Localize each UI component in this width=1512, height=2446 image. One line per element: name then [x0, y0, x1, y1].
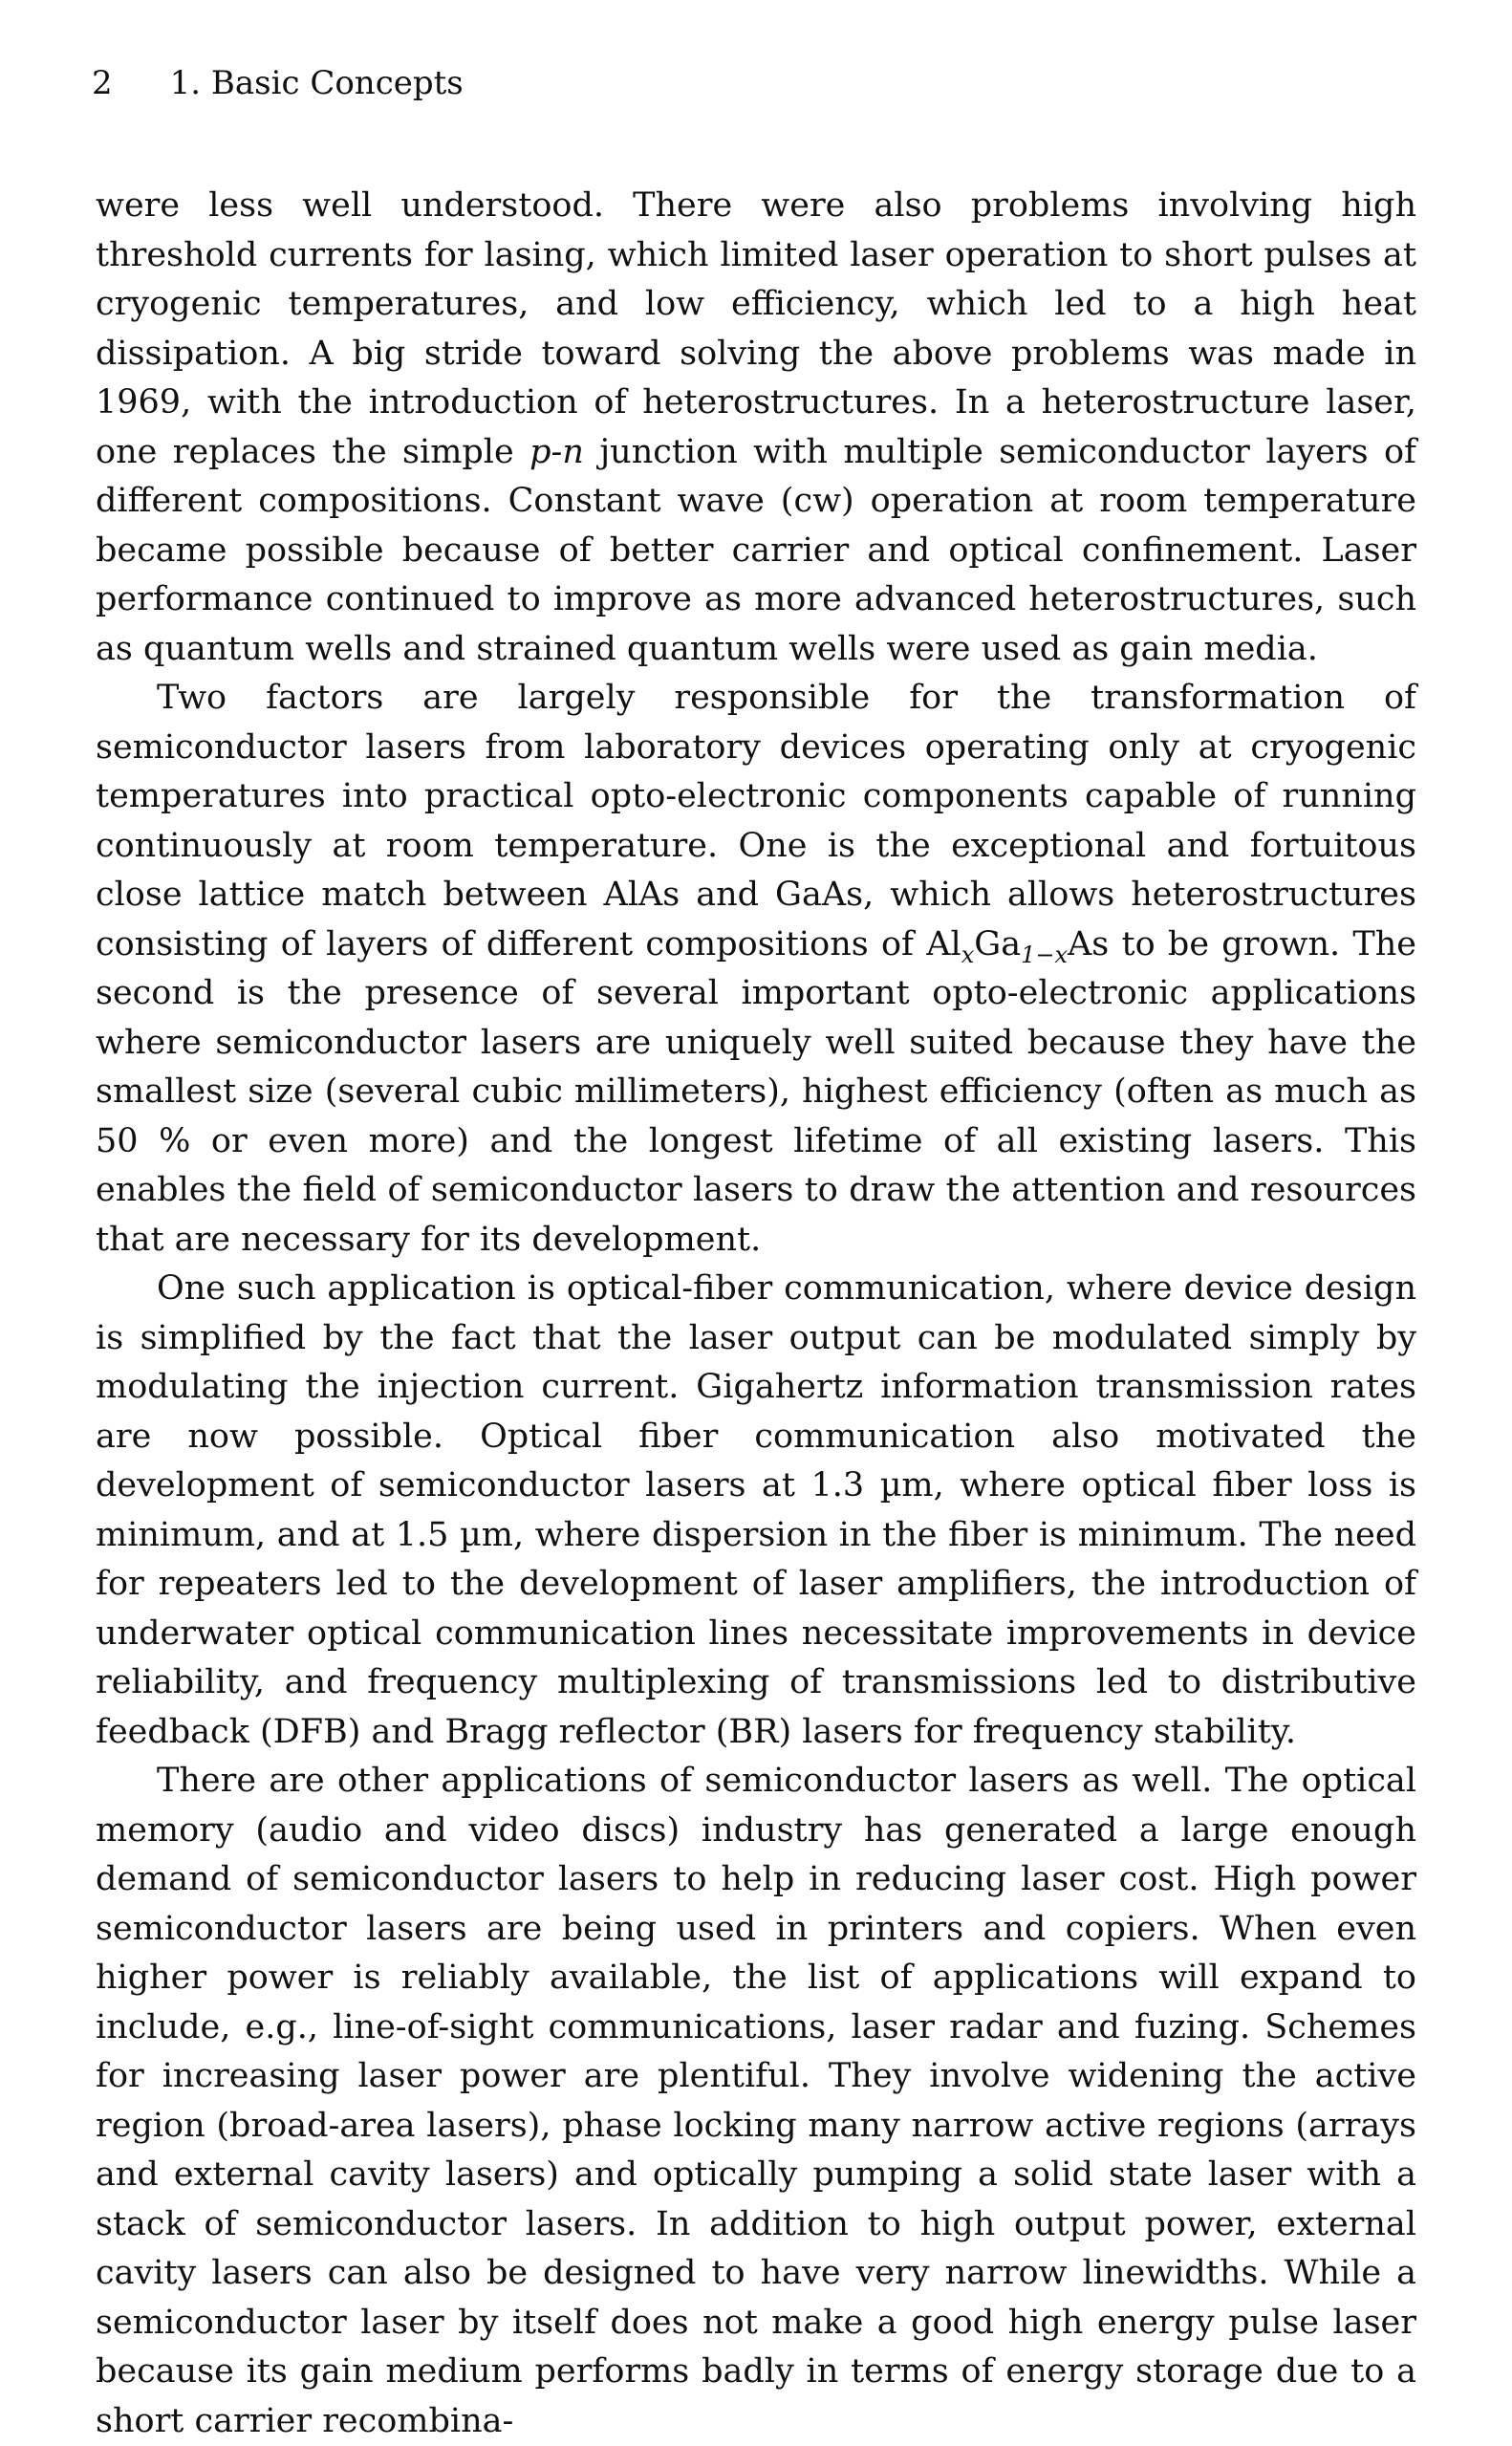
- paragraph-2-text-b: As to be grown. The second is the presence of several important opto-electronic applications where semiconductor lasers are uniquely well suited because they have the smallest size (several cubic millimeters), highest efficiency (often as much as 50 % or even more) and the longest lifetime of all existing lasers. This enables the field of semiconductor lasers to draw the attention and resources that are necessary for its development.: [96, 924, 1416, 1259]
- paragraph-1-text-b: junction with multiple semiconductor layers of different compositions. Constant wave (cw) operation at room temperature became possible because of better carrier and optical confinement. Laser performance continued to improve as more advanced heterostructures, such as quantum wells and strained quantum wells were used as gain media.: [96, 432, 1416, 668]
- chapter-title: 1. Basic Concepts: [169, 64, 464, 102]
- formula-subscript-1-minus-x: 1−x: [1021, 941, 1069, 968]
- paragraph-3: One such application is optical-fiber communication, where device design is simplified by the fact that the laser output can be modulated simply by modulating the injection current. Gigahertz information transmission rates are now possible. Optical fiber communication also motivated the development of semiconductor lasers at 1.3 µm, where optical fiber loss is minimum, and at 1.5 µm, where dispersion in the fiber is minimum. The need for repeaters led to the development of laser amplifiers, the introduction of underwater optical communication lines necessitate improvements in device reliability, and frequency multiplexing of transmissions led to distributive feedback (DFB) and Bragg reflector (BR) lasers for frequency stability.: [96, 1269, 1416, 1751]
- body-text: [96, 182, 1416, 2446]
- formula-subscript-x: x: [961, 941, 975, 968]
- running-head: [92, 61, 464, 105]
- paragraph-2: [96, 674, 1416, 1265]
- paragraph-1: [96, 182, 1416, 674]
- page-number: 2: [92, 64, 113, 102]
- paragraph-4: There are other applications of semiconductor lasers as well. The optical memory (audio and video discs) industry has generated a large enough demand of semiconductor lasers to help in reducing laser cost. High power semiconductor lasers are being used in printers and copiers. When even higher power is reliably available, the list of applications will expand to include, e.g., line-of-sight communications, laser radar and fuzing. Schemes for increasing laser power are plentiful. They involve widening the active region (broad-area lasers), phase locking many narrow active regions (arrays and external cavity lasers) and optically pumping a solid state laser with a stack of semiconductor lasers. In addition to high output power, external cavity lasers can also be designed to have very narrow linewidths. While a semiconductor laser by itself does not make a good high energy pulse laser because its gain medium performs badly in terms of energy storage due to a short carrier recombina-: [96, 1762, 1416, 2440]
- paragraph-1-text-a: were less well understood. There were also problems involving high threshold currents for lasing, which limited laser operation to short pulses at cryogenic temperatures, and low efficiency, which led to a high heat dissipation. A big stride toward solving the above problems was made in 1969, with the introduction of heterostructures. In a heterostructure laser, one replaces the simple: [96, 186, 1416, 471]
- pn-junction-term: p-n: [529, 432, 584, 471]
- formula-ga: Ga: [974, 924, 1022, 963]
- paragraph-2-text-a: Two factors are largely responsible for the transformation of semiconductor lasers from laboratory devices operating only at cryogenic temperatures into practical opto-electronic components capable of running continuously at room temperature. One is the exceptional and fortuitous close lattice match between AlAs and GaAs, which allows heterostructures consisting of layers of different compositions of Al: [96, 679, 1416, 963]
